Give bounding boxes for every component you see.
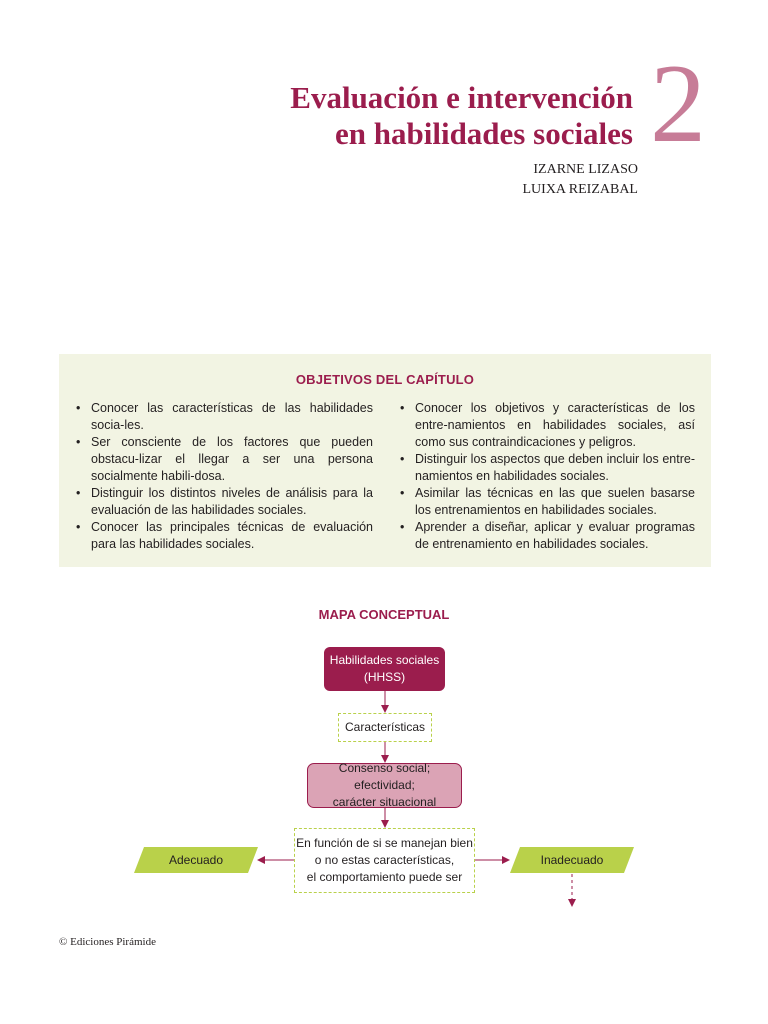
node-en-funcion (294, 828, 475, 893)
node-hhss-line-2: (HHSS) (363, 670, 406, 684)
node-caracteristicas: Características (338, 713, 432, 742)
node-consenso-line-2: carácter situacional (332, 795, 437, 809)
node-consenso-social (307, 763, 462, 808)
node-funcion-line-2: o no estas características, (314, 853, 455, 867)
objective-item: • Ser consciente de los factores que pueden obstacu-lizar el llegar a ser una persona socialmente habili-dosa. (75, 434, 373, 485)
node-funcion-line-3: el comportamiento puede ser (306, 870, 463, 884)
objective-item: • Asimilar las técnicas en las que suelen basarse los entrenamientos en habilidades sociales. (399, 485, 695, 519)
node-hhss-line-1: Habilidades sociales (329, 653, 440, 667)
chapter-title-line-1: Evaluación e intervención (290, 80, 633, 115)
objective-item: • Conocer los objetivos y características de los entre-namientos en habilidades sociales, así como sus contraindicaciones y peligros. (399, 400, 695, 451)
node-habilidades-sociales (324, 647, 445, 691)
objective-item: • Distinguir los aspectos que deben incluir los entre-namientos en habilidades sociales. (399, 451, 695, 485)
objective-item: • Distinguir los distintos niveles de análisis para la evaluación de las habilidades sociales. (75, 485, 373, 519)
node-funcion-line-1: En función de si se manejan bien (296, 836, 473, 850)
objectives-title: OBJETIVOS DEL CAPÍTULO (295, 372, 475, 387)
node-adecuado: Adecuado (168, 853, 224, 867)
node-inadecuado: Inadecuado (540, 853, 604, 867)
objective-item: • Aprender a diseñar, aplicar y evaluar programas de entrenamiento en habilidades sociales. (399, 519, 695, 553)
chapter-title-line-2: en habilidades sociales (335, 116, 633, 151)
footer-copyright: © Ediciones Pirámide (59, 936, 156, 948)
author-2: LUIXA REIZABAL (522, 182, 638, 197)
chapter-number: 2 (650, 42, 706, 166)
objective-item: • Conocer las características de las habilidades socia-les. (75, 400, 373, 434)
node-consenso-line-1: Consenso social; efectividad; (338, 761, 431, 792)
objective-item: • Conocer las principales técnicas de evaluación para las habilidades sociales. (75, 519, 373, 553)
author-1: IZARNE LIZASO (533, 162, 638, 177)
concept-map-title: MAPA CONCEPTUAL (318, 607, 450, 622)
